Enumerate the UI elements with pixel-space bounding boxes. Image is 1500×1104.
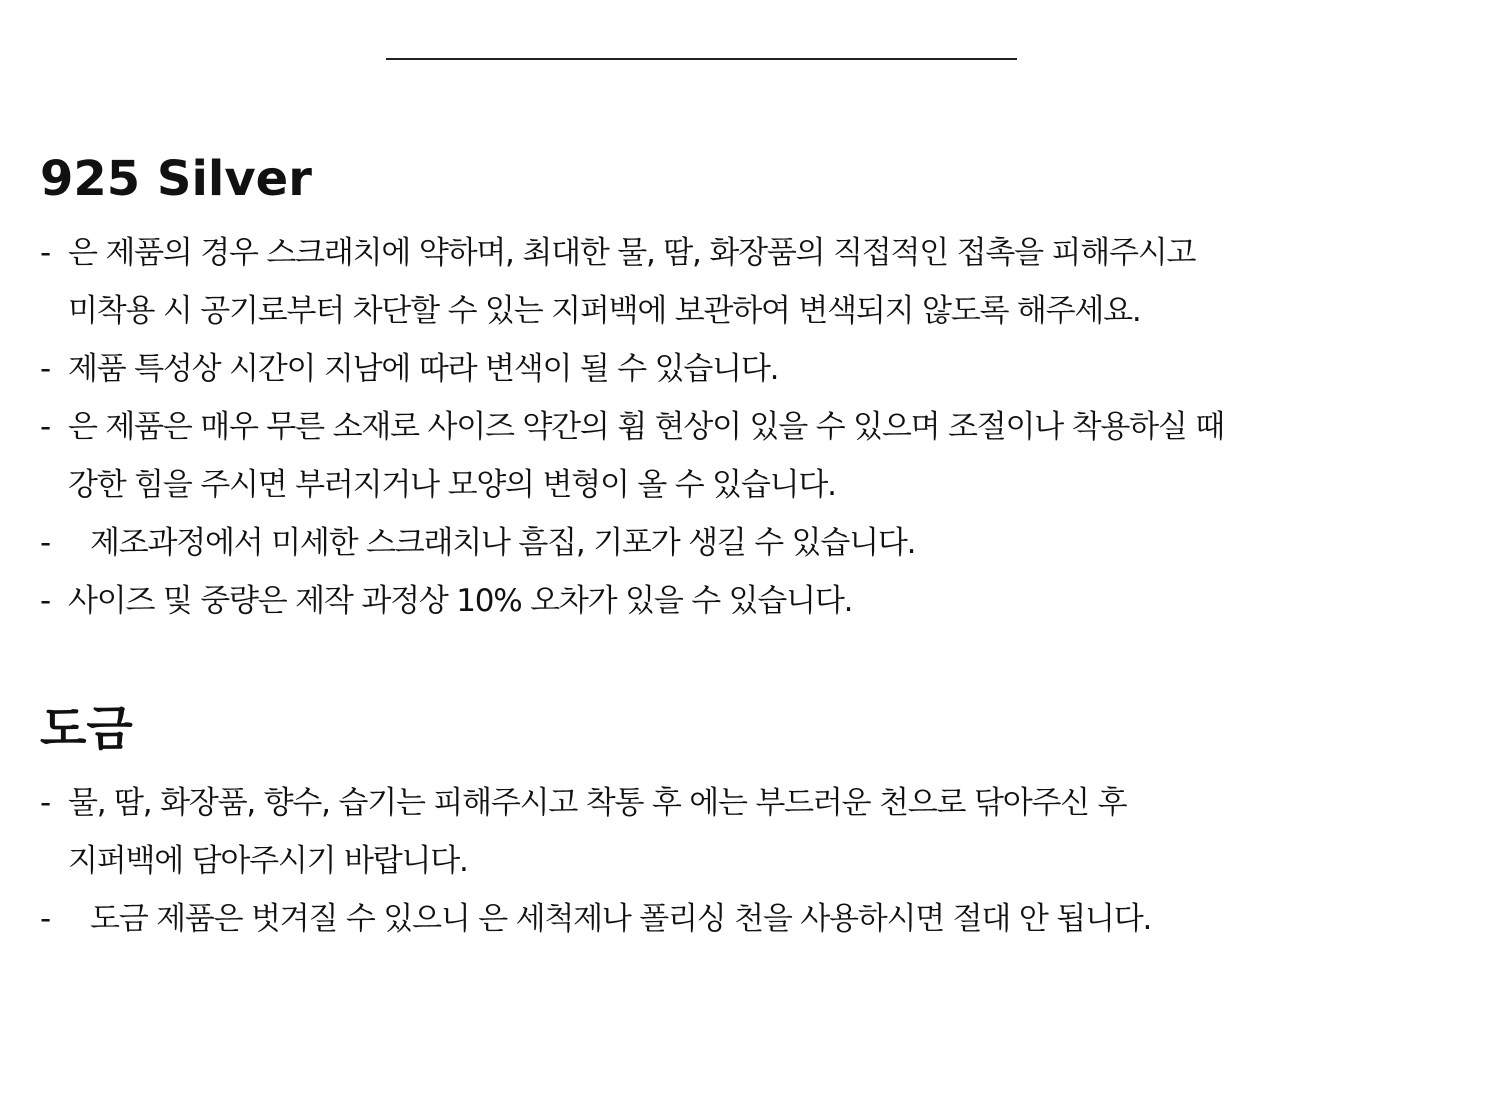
care-notes-list xyxy=(40,224,1460,630)
section-title: 925 Silver xyxy=(40,151,312,207)
note-line: 은 제품의 경우 스크래치에 약하며, 최대한 물, 땀, 화장품의 직접적인 접촉을 피해주시고 xyxy=(68,235,1196,271)
bullet-dash: - xyxy=(40,409,50,445)
top-divider xyxy=(386,58,1017,60)
bullet-dash: - xyxy=(40,351,50,387)
note-line: 사이즈 및 중량은 제작 과정상 10% 오차가 있을 수 있습니다. xyxy=(68,583,853,619)
bullet-dash: - xyxy=(40,235,50,271)
care-note xyxy=(40,572,1460,630)
note-line: 도금 제품은 벗겨질 수 있으니 은 세척제나 폴리싱 천을 사용하시면 절대 안 됩니다. xyxy=(90,901,1152,937)
bullet-dash: - xyxy=(40,785,50,821)
section-925-silver xyxy=(40,150,1460,630)
care-note xyxy=(40,890,1460,948)
note-line: 은 제품은 매우 무른 소재로 사이즈 약간의 휨 현상이 있을 수 있으며 조절이나 착용하실 때 xyxy=(68,409,1225,445)
care-note xyxy=(40,224,1460,340)
section-title: 도금 xyxy=(40,701,133,757)
note-line: 제품 특성상 시간이 지남에 따라 변색이 될 수 있습니다. xyxy=(68,351,779,387)
care-note xyxy=(40,514,1460,572)
care-notes-list xyxy=(40,774,1460,948)
note-line: 미착용 시 공기로부터 차단할 수 있는 지퍼백에 보관하여 변색되지 않도록 해주세요. xyxy=(68,293,1141,329)
care-note xyxy=(40,774,1460,890)
care-note xyxy=(40,398,1460,514)
section-plating xyxy=(40,700,1460,948)
bullet-dash: - xyxy=(40,901,50,937)
note-line: 제조과정에서 미세한 스크래치나 흠집, 기포가 생길 수 있습니다. xyxy=(90,525,916,561)
bullet-dash: - xyxy=(40,583,50,619)
note-line: 지퍼백에 담아주시기 바랍니다. xyxy=(68,843,468,879)
care-note xyxy=(40,340,1460,398)
bullet-dash: - xyxy=(40,525,50,561)
note-line: 강한 힘을 주시면 부러지거나 모양의 변형이 올 수 있습니다. xyxy=(68,467,836,503)
note-line: 물, 땀, 화장품, 향수, 습기는 피해주시고 착통 후 에는 부드러운 천으로 닦아주신 후 xyxy=(68,785,1127,821)
